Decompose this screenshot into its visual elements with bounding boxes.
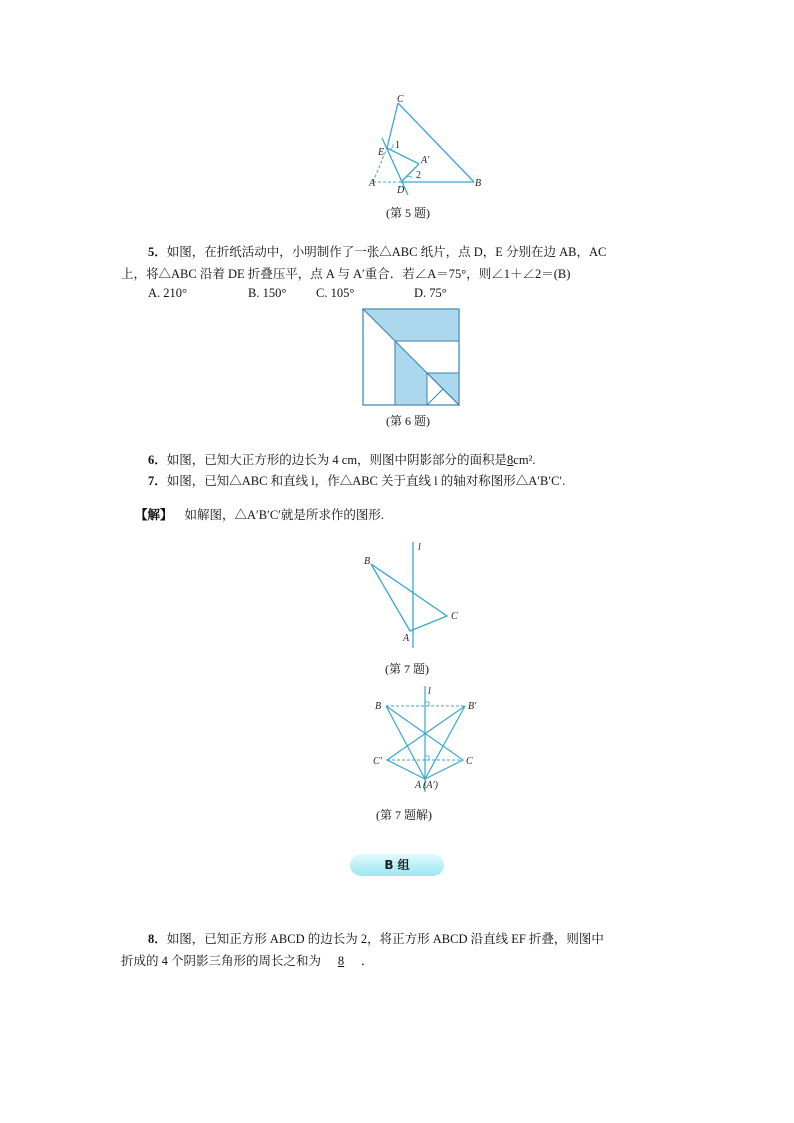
sol-label-C-prime: C′ (373, 756, 382, 767)
figure-6-caption: (第 6 题) (386, 414, 430, 428)
question-5-text-1: 如图，在折纸活动中，小明制作了一张△ABC 纸片，点 D，E 分别在边 AB，AC (166, 245, 607, 259)
label-E: E (378, 147, 385, 158)
sol-label-l: l (428, 686, 431, 697)
option-a: A. 210° (148, 286, 188, 300)
question-6 (148, 451, 674, 469)
figure-7-solution-caption: (第 7 题解) (376, 808, 432, 822)
question-6-answer: 8 (507, 453, 514, 467)
question-8-text-1: 如图，已知正方形 ABCD 的边长为 2，将正方形 ABCD 沿直线 EF 折叠，则图中 (166, 932, 604, 946)
label-B: B (475, 178, 482, 189)
figure-5-caption: (第 5 题) (386, 206, 430, 220)
solution-7 (135, 505, 384, 523)
figure-6 (362, 308, 462, 406)
label-C: C (397, 94, 404, 105)
solution-7-text: 如解图，△A′B′C′就是所求作的图形. (184, 508, 385, 522)
option-d: D. 75° (414, 286, 447, 300)
label-2: 2 (416, 170, 421, 181)
question-5-number: 5． (148, 245, 167, 259)
question-5-answer: (B) (553, 267, 571, 281)
question-8-end: ． (361, 954, 374, 968)
question-7-text: 如图，已知△ABC 和直线 l，作△ABC 关于直线 l 的轴对称图形△A′B′C′. (166, 474, 566, 488)
sol-label-B-prime: B′ (468, 701, 477, 712)
option-b: B. 150° (248, 286, 287, 300)
label-A: A (403, 633, 410, 644)
label-A: A (369, 178, 376, 189)
label-1: 1 (395, 140, 400, 151)
question-6-unit: cm². (513, 453, 536, 467)
figure-7 (360, 540, 470, 650)
label-C: C (451, 611, 458, 622)
figure-7-caption: (第 7 题) (385, 662, 429, 676)
question-8-answer (321, 952, 361, 970)
figure-7-diagram (360, 540, 470, 650)
figure-7-solution (370, 684, 490, 796)
figure-6-diagram (362, 308, 462, 406)
figure-5 (360, 92, 500, 196)
figure-7-solution-diagram (370, 684, 490, 796)
question-8-line-1 (148, 930, 674, 948)
sol-label-C: C (466, 756, 473, 767)
sol-label-B: B (375, 701, 382, 712)
label-l: l (418, 542, 421, 553)
question-8-answer-value: 8 (337, 954, 345, 968)
question-5-line-2 (121, 265, 674, 283)
solution-tag: 【解】 (135, 508, 173, 522)
sol-label-A-prime: (A′) (423, 780, 438, 791)
figure-5-diagram (360, 92, 500, 196)
question-8-text-2: 折成的 4 个阴影三角形的周长之和为 (121, 954, 322, 968)
label-B: B (364, 556, 371, 567)
option-c: C. 105° (316, 286, 355, 300)
question-7 (148, 472, 674, 490)
question-6-number: 6． (148, 453, 167, 467)
label-D: D (397, 185, 405, 196)
question-6-text: 如图，已知大正方形的边长为 4 cm，则图中阴影部分的面积是 (166, 453, 508, 467)
group-b-badge: B 组 (350, 854, 444, 876)
question-5-line-1 (148, 243, 674, 261)
question-8-line-2 (121, 952, 674, 970)
sol-label-A: A (415, 780, 422, 791)
question-8-number: 8． (148, 932, 167, 946)
question-5-text-2: 上，将△ABC 沿着 DE 折叠压平，点 A 与 A′重合．若∠A＝75°，则∠1＋∠2＝ (121, 267, 554, 281)
question-7-number: 7． (148, 474, 167, 488)
label-A-prime: A′ (421, 155, 430, 166)
